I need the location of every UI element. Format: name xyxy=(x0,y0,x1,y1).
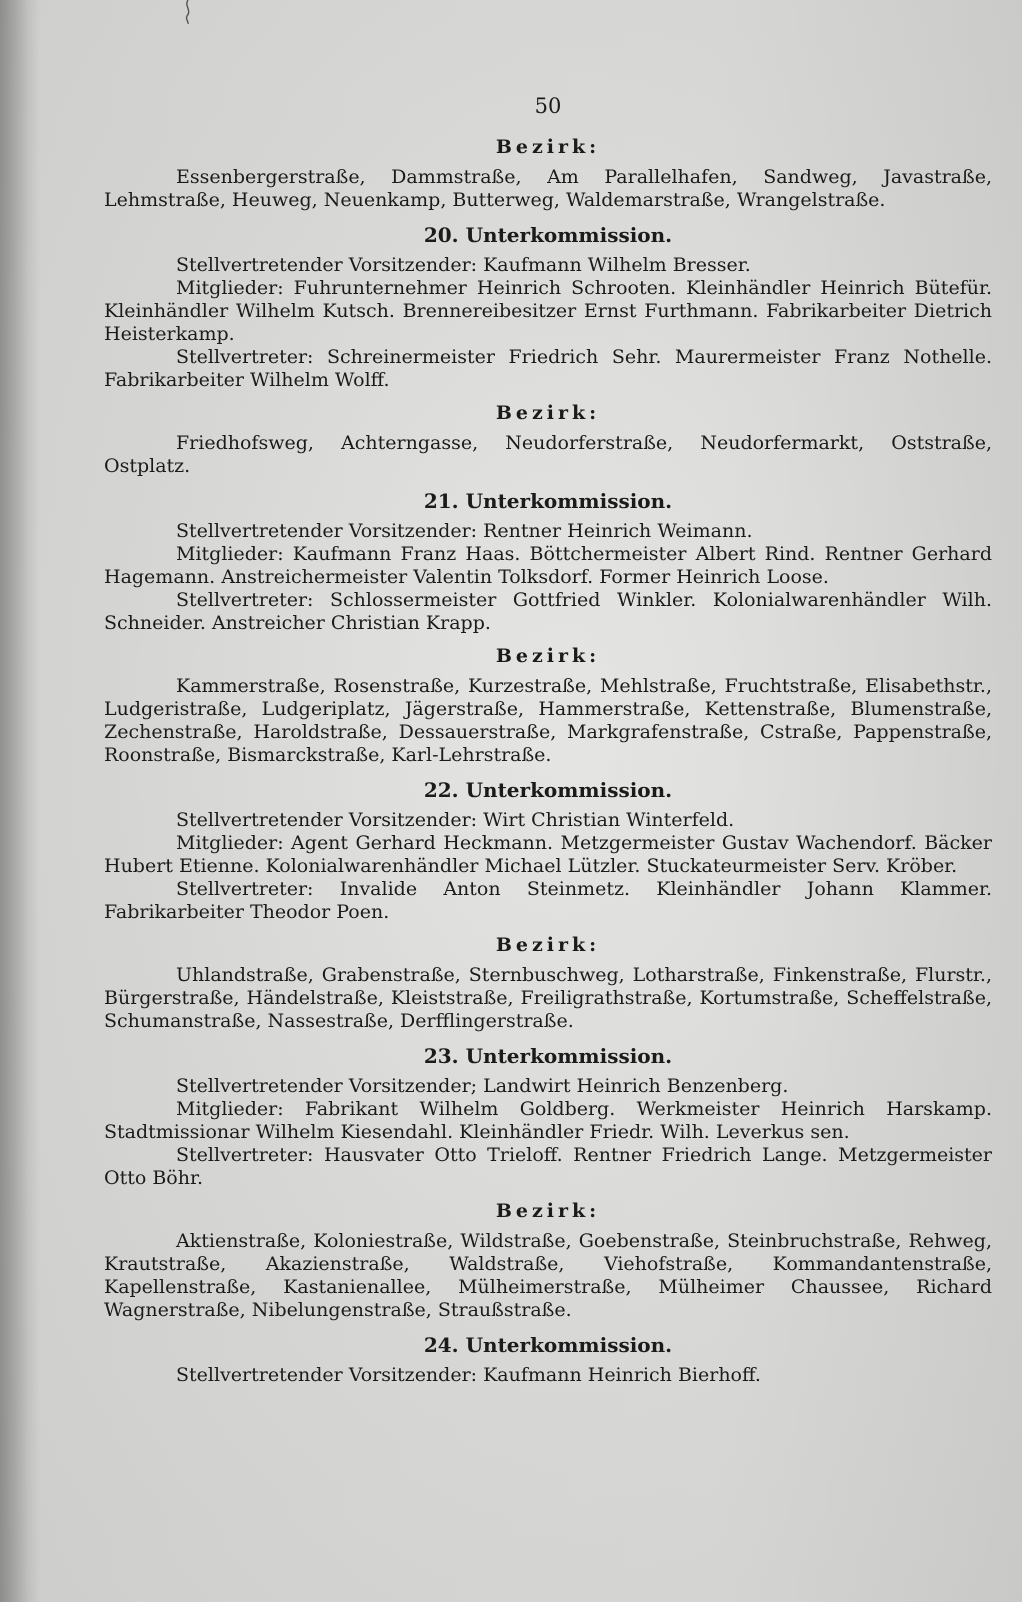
page-number: 50 xyxy=(534,94,562,118)
vorsitzender-line: Stellvertretender Vorsitzender: Wirt Christian Winterfeld. xyxy=(176,809,735,831)
street-list: Aktienstraße, Koloniestraße, Wildstraße, Goebenstraße, Steinbruchstraße, Rehweg, Krautstraße, Akazienstraße, Waldstraße, Viehofstraße, Kommandantenstraße, Kapellenstraße, Kastanienallee, Mülheimerstraße, Mülheimer Chaussee, Richard Wagnerstraße, Nibelungenstraße, Straußstraße. xyxy=(104,1230,992,1321)
section-heading: 22. Unterkommission. xyxy=(423,778,673,802)
vorsitzender-line: Stellvertretender Vorsitzender: Kaufmann Wilhelm Bresser. xyxy=(176,254,751,276)
section-heading: 23. Unterkommission. xyxy=(423,1044,673,1068)
bezirk-label: Bezirk: xyxy=(495,645,601,667)
section-24 xyxy=(104,1330,992,1387)
bezirk-label: Bezirk: xyxy=(495,402,601,424)
section-23 xyxy=(104,1041,992,1322)
section-heading: 21. Unterkommission. xyxy=(423,489,673,513)
bezirk-label: Bezirk: xyxy=(495,934,601,956)
mitglieder-paragraph: Mitglieder: Fabrikant Wilhelm Goldberg. Werkmeister Heinrich Harskamp. Stadtmissionar Wilhelm Kiesendahl. Kleinhändler Friedr. Wilh. Leverkus sen. xyxy=(104,1098,992,1143)
section-22 xyxy=(104,775,992,1033)
mitglieder-paragraph: Mitglieder: Fuhrunternehmer Heinrich Schrooten. Kleinhändler Heinrich Bütefür. Kleinhändler Wilhelm Kutsch. Brennereibesitzer Ernst Furthmann. Fabrikarbeiter Dietrich Heisterkamp. xyxy=(104,277,992,345)
bezirk-label: Bezirk: xyxy=(495,136,601,158)
stellvertreter-paragraph: Stellvertreter: Hausvater Otto Trieloff. Rentner Friedrich Lange. Metzgermeister Otto Böhr. xyxy=(104,1144,992,1189)
stellvertreter-paragraph: Stellvertreter: Schreinermeister Friedrich Sehr. Maurermeister Franz Nothelle. Fabrikarbeiter Wilhelm Wolff. xyxy=(104,346,992,391)
street-list: Kammerstraße, Rosenstraße, Kurzestraße, Mehlstraße, Fruchtstraße, Elisabethstr., Ludgeristraße, Ludgeriplatz, Jägerstraße, Hammerstraße, Kettenstraße, Blumenstraße, Zechenstraße, Haroldstraße, Dessauerstraße, Markgrafenstraße, Cstraße, Pappenstraße, Roonstraße, Bismarckstraße, Karl-Lehrstraße. xyxy=(104,675,992,766)
vorsitzender-line: Stellvertretender Vorsitzender: Kaufmann Heinrich Bierhoff. xyxy=(176,1364,761,1386)
bezirk-label: Bezirk: xyxy=(495,1200,601,1222)
street-list: Uhlandstraße, Grabenstraße, Sternbuschweg, Lotharstraße, Finkenstraße, Flurstr., Bürgerstraße, Händelstraße, Kleiststraße, Freiligrathstraße, Kortumstraße, Scheffelstraße, Schumanstraße, Nassestraße, Derfflingerstraße. xyxy=(104,964,992,1032)
spine-shadow xyxy=(0,0,40,1602)
section-21 xyxy=(104,486,992,767)
section-heading: 24. Unterkommission. xyxy=(423,1333,673,1357)
stellvertreter-paragraph: Stellvertreter: Schlossermeister Gottfried Winkler. Kolonialwarenhändler Wilh. Schneider. Anstreicher Christian Krapp. xyxy=(104,589,992,634)
vorsitzender-line: Stellvertretender Vorsitzender; Landwirt Heinrich Benzenberg. xyxy=(176,1075,789,1097)
pencil-mark-icon xyxy=(182,0,194,24)
vorsitzender-line: Stellvertretender Vorsitzender: Rentner Heinrich Weimann. xyxy=(176,520,753,542)
street-list: Essenbergerstraße, Dammstraße, Am Parallelhafen, Sandweg, Javastraße, Lehmstraße, Heuweg, Neuenkamp, Butterweg, Waldemarstraße, Wrangelstraße. xyxy=(104,166,992,211)
mitglieder-paragraph: Mitglieder: Kaufmann Franz Haas. Böttchermeister Albert Rind. Rentner Gerhard Hagemann. Anstreichermeister Valentin Tolksdorf. Former Heinrich Loose. xyxy=(104,543,992,588)
intro-block xyxy=(104,132,992,212)
section-20 xyxy=(104,220,992,478)
section-heading: 20. Unterkommission. xyxy=(423,223,673,247)
stellvertreter-paragraph: Stellvertreter: Invalide Anton Steinmetz. Kleinhändler Johann Klammer. Fabrikarbeiter Theodor Poen. xyxy=(104,878,992,923)
page-content xyxy=(104,86,992,1393)
mitglieder-paragraph: Mitglieder: Agent Gerhard Heckmann. Metzgermeister Gustav Wachendorf. Bäcker Hubert Etienne. Kolonialwarenhändler Michael Lützler. Stuckateurmeister Serv. Kröber. xyxy=(104,832,992,877)
street-list: Friedhofsweg, Achterngasse, Neudorferstraße, Neudorfermarkt, Oststraße, Ostplatz. xyxy=(104,432,992,477)
